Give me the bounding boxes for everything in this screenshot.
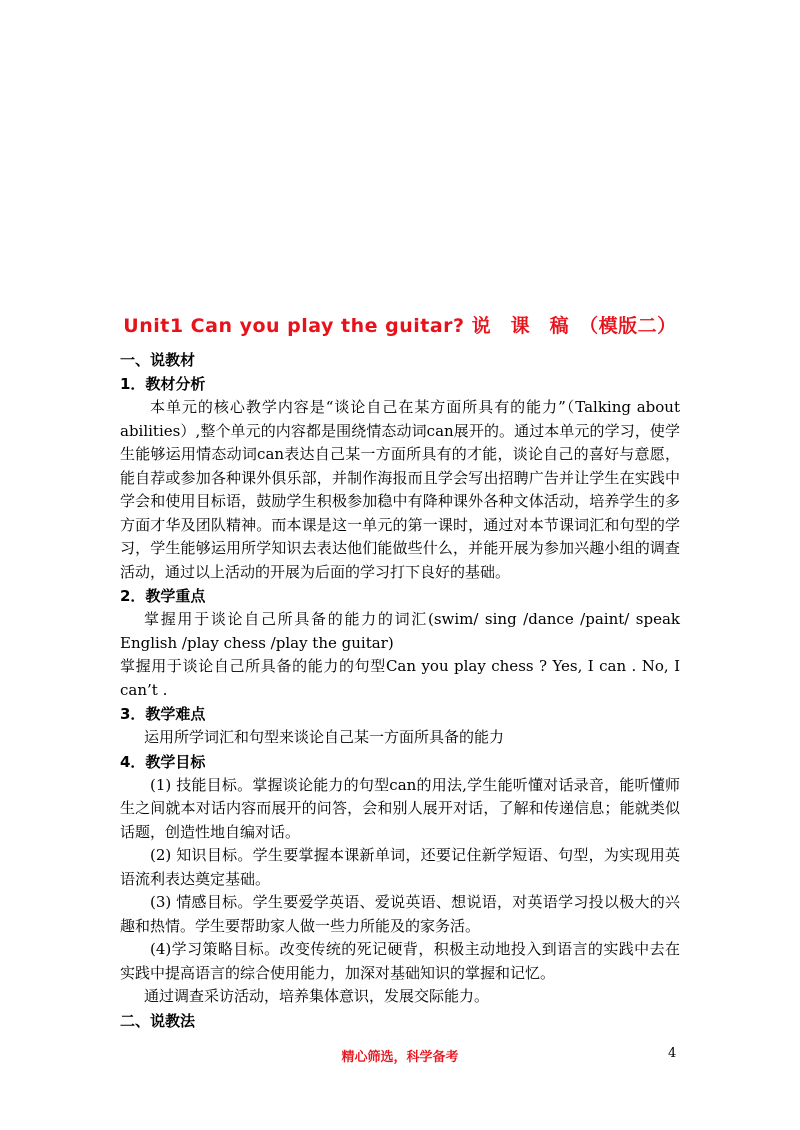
paragraph-key-vocabulary: 掌握用于谈论自己所具备的能力的词汇(swim/ sing /dance /paint/ speak English /play chess /play the guitar)	[120, 610, 680, 652]
paragraph-material-analysis: 本单元的核心教学内容是“谈论自己在某方面所具有的能力”（Talking about abilities）,整个单元的内容都是围绕情态动词can展开的。通过本单元的学习，使学生能够运用情态动词can表达自己某一方面所具有的才能，谈论自己的喜好与意愿，能自荐或参加各种课外俱乐部，并制作海报而且学会写出招聘广告并让学生在实践中学会和使用目标语，鼓励学生积极参加稳中有降种课外各种文体活动，培养学生的多方面才华及团队精神。而本课是这一单元的第一课时，通过对本节课词汇和句型的学习，学生能够运用所学知识去表达他们能做些什么，并能开展为参加兴趣小组的调查活动，通过以上活动的开展为后面的学习打下良好的基础。	[120, 398, 680, 581]
subheading-difficult-points: 3．教学难点	[120, 705, 206, 723]
paragraph-goal-skills: (1) 技能目标。掌握谈论能力的句型can的用法,学生能听懂对话录音，能听懂师生之间就本对话内容而展开的问答，会和别人展开对话，了解和传递信息；能就类似话题，创造性地自编对话。	[120, 775, 680, 841]
footer-slogan: 精心筛选，科学备考	[341, 1050, 459, 1065]
subheading-key-points: 2．教学重点	[120, 587, 206, 605]
section-heading-textbook: 一、说教材	[120, 351, 196, 369]
section-heading-teaching-method: 二、说教法	[120, 1011, 196, 1030]
subheading-material-analysis: 1．教材分析	[120, 375, 206, 393]
paragraph-goal-communication: 通过调查采访活动，培养集体意识，发展交际能力。	[144, 987, 490, 1005]
page-number: 4	[668, 1046, 677, 1061]
paragraph-difficult-points: 运用所学词汇和句型来谈论自己某一方面所具备的能力	[144, 728, 505, 746]
document-body	[120, 310, 680, 1033]
paragraph-goal-knowledge: (2) 知识目标。学生要掌握本课新单词，还要记住新学短语、句型，为实现用英语流利表达奠定基础。	[120, 846, 680, 888]
page-title: Unit1 Can you play the guitar? 说 课 稿 （模版二）	[123, 315, 677, 337]
paragraph-key-sentence: 掌握用于谈论自己所具备的能力的句型Can you play chess ? Yes, I can . No, I can’t .	[120, 657, 680, 699]
subheading-teaching-goals: 4．教学目标	[120, 752, 206, 771]
paragraph-goal-emotion: (3) 情感目标。学生要爱学英语、爱说英语、想说语，对英语学习投以极大的兴趣和热情。学生要帮助家人做一些力所能及的家务活。	[120, 893, 680, 935]
paragraph-goal-strategy: (4)学习策略目标。改变传统的死记硬背，积极主动地投入到语言的实践中去在实践中提高语言的综合使用能力，加深对基础知识的掌握和记忆。	[120, 940, 680, 982]
